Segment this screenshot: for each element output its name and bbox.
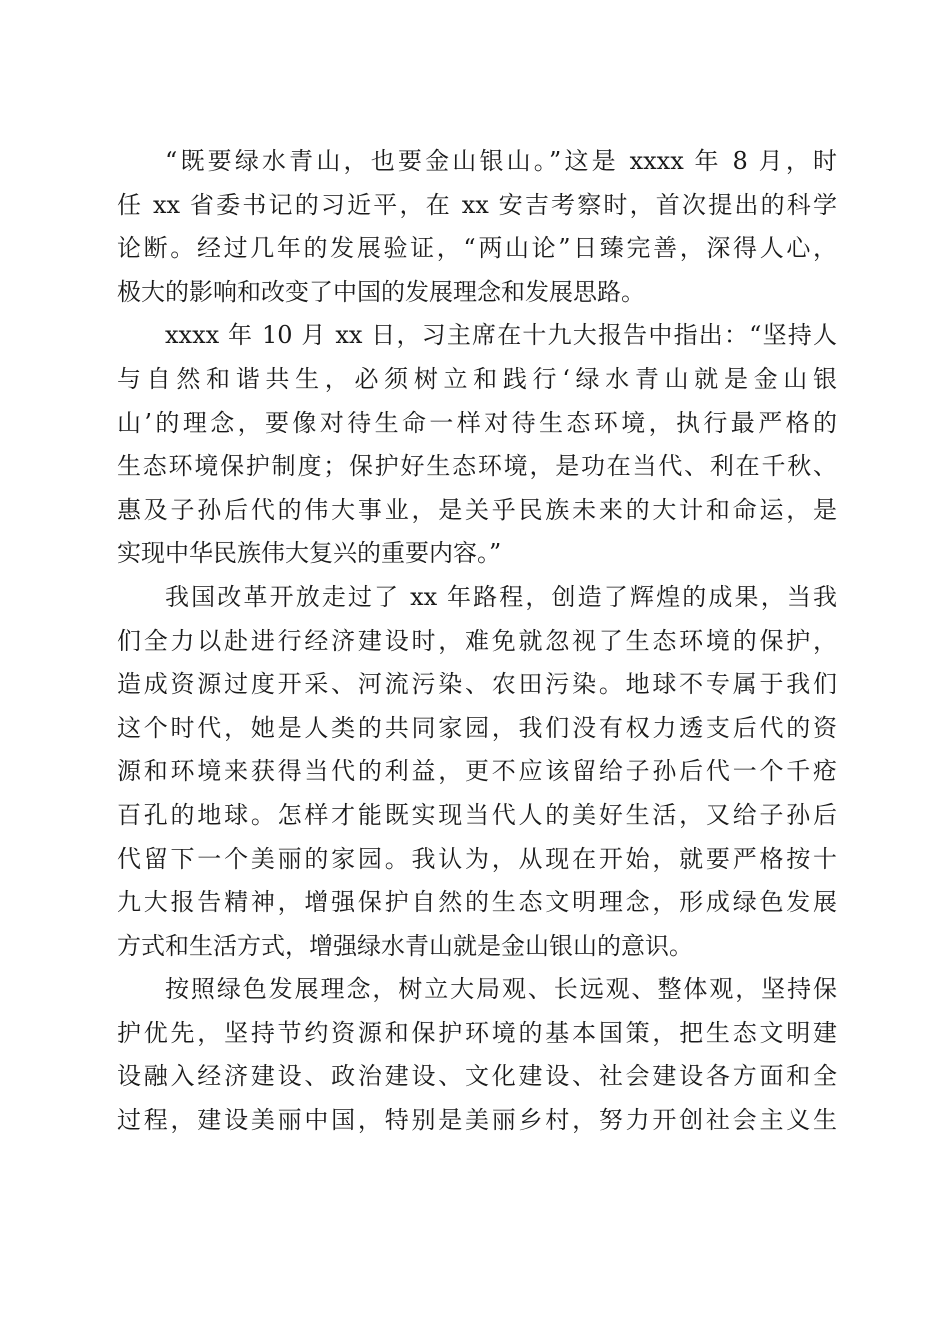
paragraph-line: 设融入经济建设、政治建设、文化建设、社会建设各方面和全 [117,1062,837,1091]
paragraph-line: 实现中华民族伟大复兴的重要内容。” [117,539,502,568]
paragraph-line: 任 xx 省委书记的习近平，在 xx 安吉考察时，首次提出的科学 [117,190,837,219]
paragraph-line: 们全力以赴进行经济建设时，难免就忽视了生态环境的保护， [117,626,837,655]
paragraph-line: 按照绿色发展理念，树立大局观、长远观、整体观，坚持保 [165,975,837,1004]
paragraph-line: 造成资源过度开采、河流污染、农田污染。地球不专属于我们 [117,670,837,699]
paragraph-line: 源和环境来获得当代的利益，更不应该留给子孙后代一个千疮 [117,757,837,786]
paragraph-line: 过程，建设美丽中国，特别是美丽乡村，努力开创社会主义生 [117,1106,837,1135]
paragraph-line: “既要绿水青山，也要金山银山。”这是 xxxx 年 8 月，时 [165,147,837,175]
paragraph-4 [117,968,837,1142]
document-body [117,140,837,1143]
paragraph-line: 代留下一个美丽的家园。我认为，从现在开始，就要严格按十 [117,844,837,873]
paragraph-line: 百孔的地球。怎样才能既实现当代人的美好生活，又给子孙后 [117,800,837,829]
paragraph-line: 惠及子孙后代的伟大事业，是关乎民族未来的大计和命运，是 [117,495,837,524]
paragraph-2 [117,314,837,576]
paragraph-line: 方式和生活方式，增强绿水青山就是金山银山的意识。 [117,931,693,960]
paragraph-1 [117,140,837,314]
paragraph-line: 论断。经过几年的发展验证，“两山论”日臻完善，深得人心， [117,234,837,263]
paragraph-line: 山’的理念，要像对待生命一样对待生态环境，执行最严格的 [117,408,837,437]
paragraph-line: 与自然和谐共生，必须树立和践行‘绿水青山就是金山银 [117,364,837,393]
paragraph-line: 这个时代，她是人类的共同家园，我们没有权力透支后代的资 [117,713,837,742]
paragraph-line: xxxx 年 10 月 xx 日，习主席在十九大报告中指出：“坚持人 [165,321,837,350]
paragraph-line: 极大的影响和改变了中国的发展理念和发展思路。 [117,277,645,306]
paragraph-line: 九大报告精神，增强保护自然的生态文明理念，形成绿色发展 [117,888,837,917]
paragraph-line: 生态环境保护制度；保护好生态环境，是功在当代、利在千秋、 [117,452,837,481]
paragraph-3 [117,576,837,968]
paragraph-line: 我国改革开放走过了 xx 年路程，创造了辉煌的成果，当我 [165,582,837,611]
paragraph-line: 护优先，坚持节约资源和保护环境的基本国策，把生态文明建 [117,1018,837,1047]
